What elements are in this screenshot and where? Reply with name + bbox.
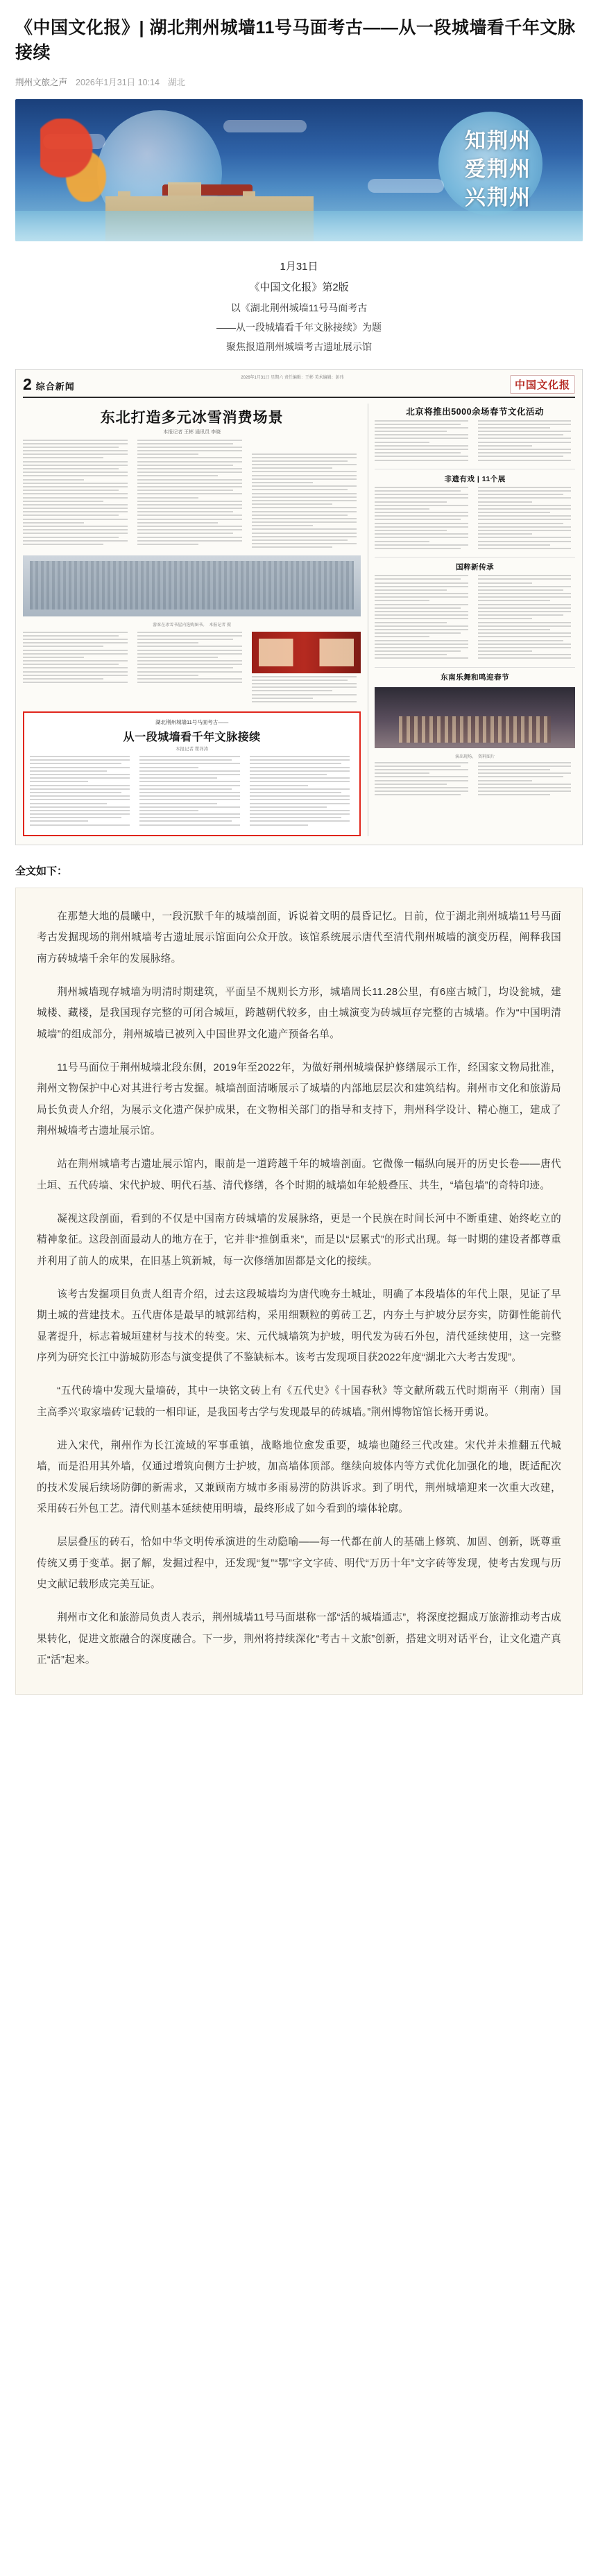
facsimile-right-headline-4: 东南乐舞和鸣迎春节: [375, 667, 575, 682]
text-column: [375, 487, 472, 551]
byline-location: 湖北: [167, 77, 185, 87]
facsimile-left-subhead: 本报记者 王彬 通讯员 李晓: [163, 429, 221, 435]
fulltext-label: 全文如下：: [15, 865, 68, 877]
cloud-graphic: [223, 120, 307, 132]
facsimile-photo-caption: 游客在冰雪书屋内选购图书。 本报记者 摄: [153, 623, 231, 628]
right-text-columns-1: [375, 420, 575, 463]
highlighted-article-columns: [30, 756, 354, 828]
intro-line-3: 以《湖北荆州城墙11号马面考古: [230, 302, 368, 313]
cloud-graphic: [368, 179, 444, 193]
intro-paper: 《中国文化报》第2版: [249, 281, 349, 293]
text-column: [375, 762, 472, 798]
text-column: [478, 575, 575, 662]
facsimile-meta: 2026年1月31日 星期六 责任编辑：王彬 美术编辑：彭玮: [241, 375, 344, 380]
facsimile-photo-posters: [252, 632, 361, 673]
water-graphic: [15, 211, 583, 241]
banner-slogan-line2: 爱荆州: [465, 157, 531, 181]
page-section-name: 综合新闻: [35, 381, 75, 392]
facsimile-body: [23, 404, 575, 836]
facsimile-left-text-columns-2: [23, 632, 361, 705]
article-paragraph: 层层叠压的砖石，恰如中华文明传承演进的生动隐喻——每一代都在前人的基础上修筑、加固、创新，既尊重传统又勇于变革。据了解，发掘过程中，还发现“复”“鄂”字文字砖、明代“万历十年”文字砖等发现，使考古发现与历史文献记载形成完美互证。: [37, 1537, 561, 1591]
highlighted-article-byline: 本报记者 瞿祥涛: [175, 747, 209, 752]
text-column: [23, 632, 132, 705]
text-column: [478, 762, 575, 798]
facsimile-left-column: [23, 404, 361, 836]
banner-slogan-line3: 兴荆州: [465, 187, 531, 210]
article-paragraph: 在那楚大地的晨曦中，一段沉默千年的城墙剖面，诉说着文明的晨昏记忆。日前，位于湖北荆州城墙11号马面考古发掘现场的荆州城墙考古遗址展示馆面向公众开放。该馆系统展示唐代至清代荆州城墙的演变历程，阐释我国南方砖城墙千余年的发展脉络。: [37, 910, 561, 965]
byline-time: 2026年1月31日 10:14: [76, 77, 160, 87]
text-column: [30, 756, 134, 828]
article-paragraph: 荆州城墙现存城墙为明清时期建筑，平面呈不规则长方形，城墙周长11.28公里，有6座古城门，均设瓮城，建城楼、藏楼，是我国现存完整的可闭合城垣，跨越朝代较多，由土城演变为砖城垣存完整的古城墙。作为“中国明清城墙”的组成部分，荆州城墙已被列入中国世界文化遗产预备名单。: [37, 986, 561, 1040]
right-text-columns-3: [375, 575, 575, 662]
text-column: [252, 440, 361, 551]
facsimile-right-headline-1: 北京将推出5000余场春节文化活动: [406, 406, 545, 417]
banner-slogan: [465, 127, 531, 213]
text-column: [137, 440, 246, 551]
article-paragraph: 进入宋代，荆州作为长江流域的军事重镇，战略地位愈发重要，城墙也随经三代改建。宋代并未推翻五代城墙，而是沿用其外墙，仅通过增筑向侧方士护坡，加高墙体顶部。继续向坡体内等方式优化加强化的地，既适配次的技术发展后续场防御的新需求，又兼顾南方城市多雨易涝的防洪诉求。到了明代，荆州城墙迎来一次重大改建，采用砖石外包工艺。清代则基本延续使用明墙，最终形成了如今看到的墙体轮廓。: [37, 1440, 561, 1515]
highlighted-article-kicker: 湖北荆州城墙11号马面考古——: [155, 719, 229, 726]
intro-line-5: 聚焦报道荆州城墙考古遗址展示馆: [226, 340, 372, 352]
text-column: [250, 756, 354, 828]
facsimile-photo-stage: [375, 687, 575, 748]
article-paragraph: 荆州市文化和旅游局负责人表示，荆州城墙11号马面堪称一部“活的城墙通志”，将深度挖掘成万旅游推动考古成果转化，促进文旅融合的深度融合。下一步，荆州将持续深化“考古＋文旅”创新，搭建文明对话平台，让文化遗产真正“活”起来。: [37, 1612, 561, 1666]
text-column: [252, 632, 361, 705]
intro-line-4: ——从一段城墙看千年文脉接续》为题: [216, 321, 382, 333]
facsimile-right-column: [368, 404, 575, 836]
text-column: [478, 487, 575, 551]
article-paragraph: 站在荆州城墙考古遗址展示馆内，眼前是一道跨越千年的城墙剖面。它微像一幅纵向展开的历史长卷——唐代土垣、五代砖墙、宋代护坡、明代石基、清代修缮，各个时期的城墙如年轮般叠压、共生，“墙包墙”的奇特印迹。: [37, 1159, 561, 1191]
article-paragraph: 该考古发掘项目负责人组青介绍，过去这段城墙均为唐代晚夯土城址，明确了本段墙体的年代上限，见证了早期土城的营建技术。五代唐体是最早的城郭结构，采用细颗粒的剪砖工艺，内夯土与护坡分层夯实，防御性能前代显著提升，标志着城垣建材与技术的转变。宋、元代城墙筑为护坡，明代发为砖石外包，清代延续使用，这一完整序列为研究长江中游城防形态与演变提供了不鉴缺标本。该考古发现项目获2022年度“湖北六大考古发现”。: [37, 1288, 561, 1363]
byline-source: 荆州文旅之声: [15, 77, 68, 87]
facsimile-page-number: [23, 375, 75, 394]
article-paragraph: “五代砖墙中发现大量墙砖，其中一块铭文砖上有《五代史》《十国春秋》等文献所载五代时期南平（荆南）国主高季兴‘取家墙砖’记载的一相印证，是我国考古学与发现最早的砖城墙。”荆州博物馆馆长杨开勇说。: [37, 1385, 561, 1418]
text-column: [23, 440, 132, 551]
newspaper-facsimile[interactable]: [15, 369, 583, 845]
facsimile-right-headline-3: 国粹新传承: [375, 557, 575, 572]
intro-block: [15, 257, 583, 356]
page-title: 《中国文化报》| 湖北荆州城墙11号马面考古——从一段城墙看千年文脉接续: [15, 18, 576, 63]
text-column: [137, 632, 246, 705]
facsimile-photo-books: [23, 555, 361, 616]
right-text-columns-2: [375, 487, 575, 551]
text-column: [139, 756, 244, 828]
text-column: [478, 420, 575, 463]
byline: [15, 76, 583, 88]
text-column: [375, 575, 472, 662]
facsimile-photo-caption-right: 演出现场。 资料图片: [455, 754, 495, 759]
phoenix-icon: [40, 119, 117, 202]
article-paragraph: 凝视这段剖面，看到的不仅是中国南方砖城墙的发展脉络，更是一个民族在时间长河中不断重建、始终屹立的精神象征。这段剖面最动人的地方在于，它并非“推倒重来”，而是以“层累式”的形式出现。每一时期的建设者都尊重并利用了前人的成果，在旧基上筑新城，每一次修缮加固都是文化的接续。: [37, 1213, 561, 1267]
facsimile-right-headline-2: 非遗有戏 | 11个展: [375, 469, 575, 484]
highlighted-article-title: 从一段城墙看千年文脉接续: [123, 732, 261, 744]
article-paragraph: 11号马面位于荆州城墙北段东侧，2019年至2022年，为做好荆州城墙保护修缮展示工作，经国家文物局批准，荆州文物保护中心对其进行考古发掘。城墙剖面清晰展示了城墙的内部地层层次和建筑结构。荆州市文化和旅游局局长负责人介绍，为展示文化遗产保护成果，在文物相关部门的指导和支持下，荆州科学设计、精心施工，建成了荆州城墙考古遗址展示馆。: [37, 1062, 561, 1136]
facsimile-left-text-columns: [23, 440, 361, 551]
banner-slogan-line1: 知荆州: [465, 129, 531, 153]
facsimile-left-headline: 东北打造多元冰雪消费场景: [100, 409, 284, 426]
masthead-logo: 中国文化报: [510, 375, 575, 394]
page-number-value: 2: [23, 374, 32, 393]
facsimile-header: [23, 375, 575, 398]
highlighted-article[interactable]: [23, 711, 361, 836]
facsimile-left-subheading: [252, 441, 361, 451]
banner-image: [15, 99, 583, 241]
text-column: [375, 420, 472, 463]
right-text-columns-4: [375, 762, 575, 798]
article-body: [15, 888, 583, 1695]
intro-date: 1月31日: [280, 260, 318, 273]
